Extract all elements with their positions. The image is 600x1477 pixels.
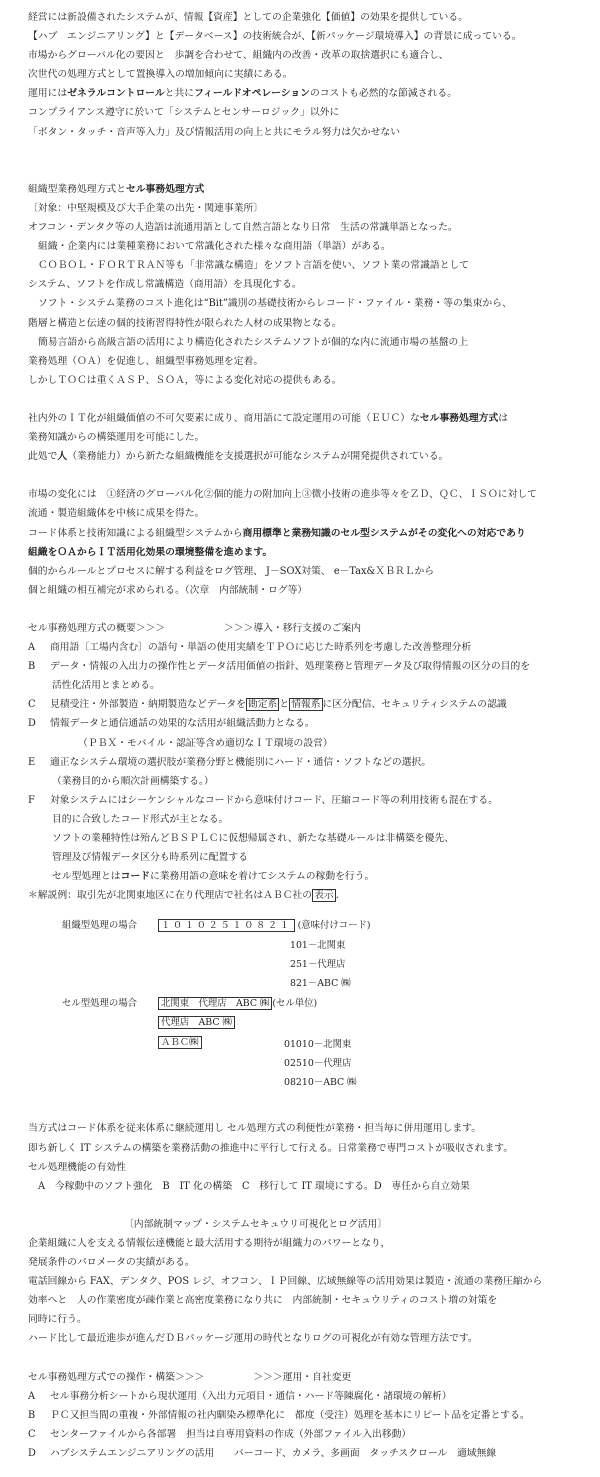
cell-box-note: (セル単位) bbox=[272, 998, 318, 1010]
item-text: 適正なシステム環境の選択肢が業務分野と機能別にハード・通信・ソフトなどの選択。 bbox=[50, 756, 432, 768]
paragraph-line: 即ち新しく IT システムの構築を業務活動の推進中に平行して行える。日常業務で専門コストが吸収されます。 bbox=[28, 1142, 514, 1154]
emphasis: フィールドオペレーション bbox=[194, 88, 310, 100]
cell-box-row bbox=[158, 1036, 202, 1050]
item-label: A bbox=[28, 1390, 36, 1402]
emphasis: コード bbox=[120, 871, 150, 883]
item-label: B bbox=[28, 1409, 36, 1421]
text: 社内外のＩＴ化が組織価値の不可欠要素に成り、商用語にて設定運用の可能（ＥＵＣ）な bbox=[28, 412, 420, 424]
org-code-note: (意味付けコード) bbox=[297, 920, 371, 932]
cell-box: 北関東 代理店 ABC ㈱ bbox=[158, 997, 272, 1010]
paragraph-line: オフコン・デンタク等の人造語は流通用語として自然言語となり日常 生活の常識単語となった。 bbox=[28, 222, 458, 234]
boxed-term: 情報系 bbox=[291, 699, 321, 711]
emphasis-line: 組織をＯＡからＩＴ活用化効果の環境整備を進めます。 bbox=[28, 546, 273, 558]
text: 此処で bbox=[28, 451, 58, 463]
org-code: １０１０２５１０８２１ bbox=[158, 919, 295, 932]
paragraph-line: 当方式はコード体系を従来体系に継続運用し セル処理方式の利便性が業務・担当毎に併用運用します。 bbox=[28, 1123, 481, 1135]
item-label: E bbox=[28, 756, 36, 768]
cell-box-row bbox=[158, 997, 317, 1011]
item-text: ＰＣ又担当間の重複・外部情報の社内馴染み標準化に 都度（受注）処理を基本にリピート品を定番とする。 bbox=[50, 1409, 530, 1421]
section-header: セル事務処理方式の概要＞＞＞ ＞＞＞導入・移行支援のご案内 bbox=[28, 623, 362, 634]
item-label: D bbox=[28, 1448, 36, 1459]
list-item bbox=[28, 638, 594, 657]
intro-line-6: コンプライアンス遵守に於いて「システムとセンサーロジック」以外に bbox=[28, 107, 340, 119]
paragraph-line: 簡易言語から高級言語の活用により構造化されたシステムソフトが個的な内に流通市場の基盤の上 bbox=[38, 336, 469, 348]
cell-label: セル型処理の場合 bbox=[62, 998, 138, 1010]
note-line bbox=[28, 886, 594, 905]
boxed-term: 勘定系 bbox=[247, 699, 278, 711]
paragraph-line: ソフト・システム業務のコスト進化は“Bit”識別の基礎技術からレコード・ファイル・業務・等の集束から、 bbox=[38, 298, 512, 310]
intro-line-2: 【ハブ エンジニアリング】と【データベース】の技術統合が、【新パッケージ環境導入】の背景に成っている。 bbox=[28, 31, 522, 43]
item-text: データ・情報の入出力の操作性とデータ活用価値の指針、処理業務と管理データ及び取得情報の区分の目的を bbox=[50, 661, 531, 673]
document-body bbox=[28, 8, 594, 1463]
intro-line-7: 「ボタン・タッチ・音声等入力」及び情報活用の向上と共にモラル努力は欠かせない bbox=[28, 126, 400, 138]
intro-line-3: 市場からグローバル化の要因と 歩調を合わせて、組織内の改善・改革の取捨選択にも適合し、 bbox=[28, 50, 449, 62]
paragraph-line: 市場の変化には ①経済のグローバル化②個的能力の附加向上③微小技術の進歩等々をＺＤ、ＱＣ、ＩＳＯに対して bbox=[28, 489, 537, 501]
emphasis: セル事務処理方式 bbox=[125, 183, 205, 195]
item-text: センターファイルから各部署 担当は自専用資料の作成（外部ファイル入出移動） bbox=[50, 1428, 412, 1440]
org-item: 101－北関東 bbox=[290, 940, 346, 952]
emphasis: セル事務処理方式 bbox=[419, 412, 499, 424]
paragraph-line: ＣＯＢＯＬ・ＦＯＲＴＲＡＮ等も「非常識な構造」をソフト言語を使い、ソフト業の常識語として bbox=[38, 260, 470, 272]
text: 組織型業務処理方式と bbox=[28, 183, 126, 195]
item-text: に区分配信、セキュリティシステムの認識 bbox=[322, 699, 507, 711]
paragraph-line bbox=[28, 524, 594, 543]
paragraph-line: 〔対象：中堅規模及び大手企業の出先・関連事業所〕 bbox=[28, 202, 264, 214]
org-label: 組織型処理の場合 bbox=[62, 920, 138, 932]
paragraph-line: 効率へと 人の作業密度が疎作業と高密度業務になり共に 内部統制・セキュウリティのコスト増の対策を bbox=[28, 1295, 498, 1307]
item-text: 対象システムにはシーケンシャルなコードから意味付けコード、圧縮コード等の利用技術も混在する。 bbox=[50, 794, 498, 806]
list-item bbox=[28, 695, 594, 714]
text: （業務能力）から新たな組織機能を支援選択が可能なシステムが開発提供されている。 bbox=[67, 451, 449, 463]
paragraph-line: 業務処理（ＯＡ）を促進し、組織型事務処理を定着。 bbox=[28, 355, 264, 367]
emphasis: 人 bbox=[57, 451, 68, 463]
item-label: A bbox=[28, 642, 36, 654]
paragraph-line: 組織・企業内には業種業務において常識化された様々な商用語（単語）がある。 bbox=[38, 241, 391, 253]
org-item: 251－代理店 bbox=[290, 959, 346, 971]
emphasis: ゼネラルコントロール bbox=[67, 88, 165, 100]
item-text: 情報データと通信通話の効果的な活用が組織活動力となる。 bbox=[50, 718, 315, 730]
list-item-cont: （業務目的から順次計画構築する。） bbox=[52, 775, 214, 787]
paragraph-line: 電話回線から FAX、デンタク、POS レジ、オフコン、ＩＰ回線、広域無線等の活用効果は製造・流通の業務圧縮から bbox=[28, 1276, 543, 1288]
list-item-cont: 管理及び情報データ区分も時系列に配置する bbox=[52, 852, 248, 864]
intro-line-4: 次世代の処理方式として置換導入の増加傾向に実績にある。 bbox=[28, 69, 293, 81]
org-item: 821－ABC ㈱ bbox=[290, 978, 351, 990]
code-comparison-diagram bbox=[28, 905, 594, 1119]
item-label: C bbox=[28, 699, 36, 711]
text: セル型処理とは bbox=[52, 871, 121, 883]
item-label: F bbox=[28, 794, 35, 806]
text: . bbox=[335, 890, 339, 902]
cell-box: 代理店 ABC ㈱ bbox=[158, 1016, 235, 1029]
paragraph-line bbox=[28, 409, 594, 428]
list-item bbox=[28, 1387, 594, 1406]
list-item-cont: （ＰＢＸ・モバイル・認証等含め適切なＩＴ環境の設営） bbox=[78, 737, 333, 749]
list-item-cont: ソフトの業種特性は殆んどＢＳＰＬＣに仮想帰属され、新たな基礎ルールは非構築を優先、 bbox=[52, 833, 455, 845]
item-text: と bbox=[279, 699, 290, 711]
intro-line-5 bbox=[28, 84, 594, 103]
paragraph-line: 業務知識からの構築運用を可能にした。 bbox=[28, 432, 205, 444]
paragraph-line: 階層と構造と伝達の個的技術習得特性が限られた人材の成果物となる。 bbox=[28, 317, 342, 329]
item-label: B bbox=[28, 661, 36, 673]
cell-item: 02510－代理店 bbox=[284, 1058, 352, 1070]
paragraph-line: 発展条件のパロメータの実績がある。 bbox=[28, 1257, 195, 1269]
paragraph-line bbox=[28, 447, 594, 466]
text: ＊解説例：取引先が北関東地区に在り代理店で社名はＡＢＣ社の bbox=[28, 890, 313, 902]
paragraph-line: 個的からルールとプロセスに解する利益をログ管理、 J－SOX対策、 e－Tax&ＸＢＲＬから bbox=[28, 565, 435, 577]
item-text: 商用語〔工場内含む〕の語句・単語の使用実績をＴＰＯに応じた時系列を考慮した改善整理分析 bbox=[50, 642, 472, 654]
emphasis: 商用標準と業務知識のセル型システムがその変化への対応であり bbox=[242, 527, 526, 539]
paragraph-line: 企業組織に人を支える情報伝達機能と最大活用する期待が組織力のパワーとなり， bbox=[28, 1237, 391, 1249]
paragraph-line: 同時に行う。 bbox=[28, 1314, 87, 1326]
paragraph-line: 流通・製造組織体を中核に成果を得た。 bbox=[28, 508, 205, 520]
text: のコストも必然的な節減される。 bbox=[309, 88, 457, 100]
list-item-cont: 目的に合致したコード形式が主となる。 bbox=[52, 813, 229, 825]
text: に業務用語の意味を着けてシステムの稼動を行う。 bbox=[149, 871, 375, 883]
list-item bbox=[28, 753, 594, 772]
paragraph-line: A 今稼動中のソフト強化 B IT 化の構築 C 移行して IT 環境にする。D 専任から自立効果 bbox=[38, 1180, 470, 1192]
item-label: C bbox=[28, 1428, 36, 1440]
cell-box: ＡＢＣ㈱ bbox=[158, 1036, 202, 1049]
paragraph-line: しかしＴＯＣは重くＡＳＰ、ＳＯＡ，等による変化対応の提供もある。 bbox=[28, 374, 342, 386]
cell-item: 01010－北関東 bbox=[284, 1039, 352, 1051]
text: と共に bbox=[164, 88, 195, 100]
paragraph-line: ハード比して最近進歩が進んだＤＢパッケージ運用の時代となりログの可視化が有効な管理方法です。 bbox=[28, 1333, 478, 1345]
item-text: セル事務分析シートから現状運用（入出力元項目・通信・ハード等陳腐化・諸環境の解析） bbox=[50, 1390, 452, 1402]
text: は bbox=[498, 412, 509, 424]
list-item bbox=[28, 791, 594, 810]
section-header: 〔内部統制マップ・システムセキュウリ可視化とログ活用〕 bbox=[124, 1218, 388, 1230]
org-code-box bbox=[158, 919, 371, 933]
boxed-term: 表示 bbox=[314, 890, 334, 902]
list-item bbox=[28, 714, 594, 733]
list-item-cont: 活性化活用とまとめる。 bbox=[52, 680, 160, 692]
item-text: ハブシステムエンジニアリングの活用 バーコード、カメラ、多画面 タッチスクロール 適域無線 bbox=[50, 1448, 497, 1459]
list-item-cont bbox=[28, 867, 594, 886]
item-text: 見積受注・外部製造・納期製造などデータを bbox=[50, 699, 246, 711]
paragraph-line: セル処理機能の有効性 bbox=[28, 1161, 126, 1173]
list-item bbox=[28, 657, 594, 676]
paragraph-line: システム、ソフトを作成し常識構造（商用語）を具現化する。 bbox=[28, 279, 302, 291]
cell-box-row bbox=[158, 1016, 235, 1030]
intro-line-1: 経営には新設備されたシステムが、情報【資産】としての企業強化【価値】の効果を提供している。 bbox=[28, 12, 468, 23]
text: コード体系と技術知識による組織型システムから bbox=[28, 527, 243, 539]
list-item bbox=[28, 1444, 594, 1463]
paragraph-line: 個と組織の相互補完が求められる。（次章 内部統制・ログ等） bbox=[28, 584, 308, 596]
list-item bbox=[28, 1406, 594, 1425]
section-header: セル事務処理方式での操作・構築＞＞＞ ＞＞＞運用・自社変更 bbox=[28, 1371, 352, 1383]
list-item bbox=[28, 1425, 594, 1444]
item-label: D bbox=[28, 718, 36, 730]
text: 運用には bbox=[28, 88, 68, 100]
cell-item: 08210－ABC ㈱ bbox=[284, 1077, 357, 1089]
section-title bbox=[28, 180, 594, 199]
